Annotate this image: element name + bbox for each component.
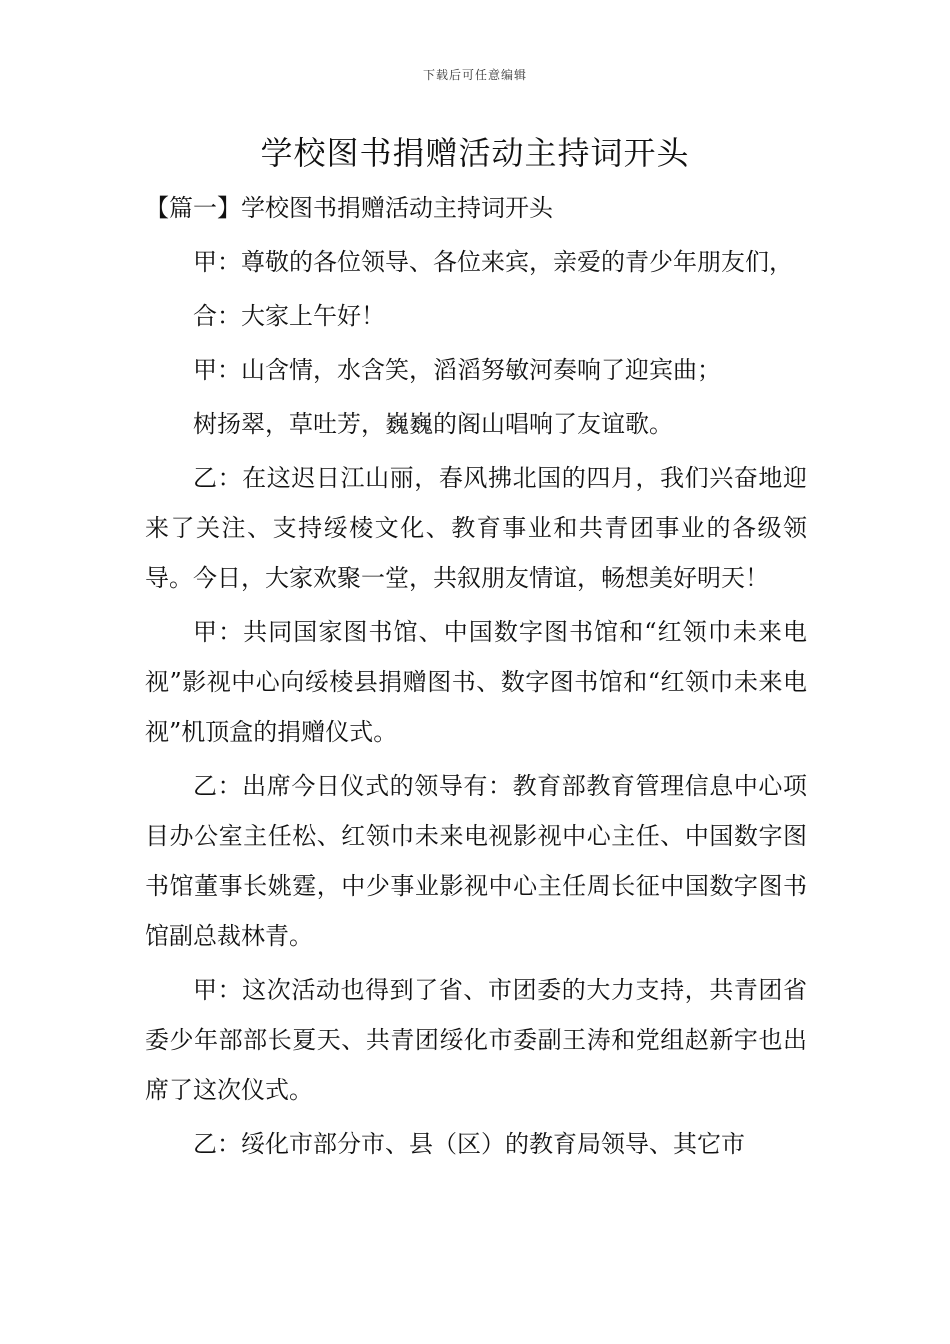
document-title: 学校图书捐赠活动主持词开头 [260, 134, 690, 172]
paragraph: 甲：尊敬的各位领导、各位来宾，亲爱的青少年朋友们， [193, 248, 793, 276]
paragraph: 甲：共同国家图书馆、中国数字图书馆和“红领巾未来电视”影视中心向绥棱县捐赠图书、数字图书馆和“红领巾未来电视”机顶盒的捐赠仪式。 [145, 618, 807, 746]
header-note: 下载后可任意编辑 [422, 68, 527, 82]
paragraph: 合：大家上午好！ [193, 302, 385, 330]
paragraph: 乙：出席今日仪式的领导有：教育部教育管理信息中心项目办公室主任松、红领巾未来电视影视中心主任、中国数字图书馆董事长姚霆，中少事业影视中心主任周长征中国数字图书馆副总裁林青。 [145, 772, 807, 950]
document-body [145, 183, 807, 1169]
paragraph: 甲：山含情，水含笑，滔滔努敏河奏响了迎宾曲； [193, 356, 721, 384]
paragraph: 乙：在这迟日江山丽，春风拂北国的四月，我们兴奋地迎来了关注、支持绥棱文化、教育事业和共青团事业的各级领导。今日，大家欢聚一堂，共叙朋友情谊，畅想美好明天！ [145, 464, 807, 592]
section-heading: 【篇一】学校图书捐赠活动主持词开头 [145, 194, 553, 222]
paragraph: 甲：这次活动也得到了省、市团委的大力支持，共青团省委少年部部长夏天、共青团绥化市委副王涛和党组赵新宇也出席了这次仪式。 [145, 976, 807, 1104]
paragraph: 树扬翠，草吐芳，巍巍的阁山唱响了友谊歌。 [193, 410, 673, 438]
paragraph: 乙：绥化市部分市、县（区）的教育局领导、其它市 [193, 1130, 745, 1158]
